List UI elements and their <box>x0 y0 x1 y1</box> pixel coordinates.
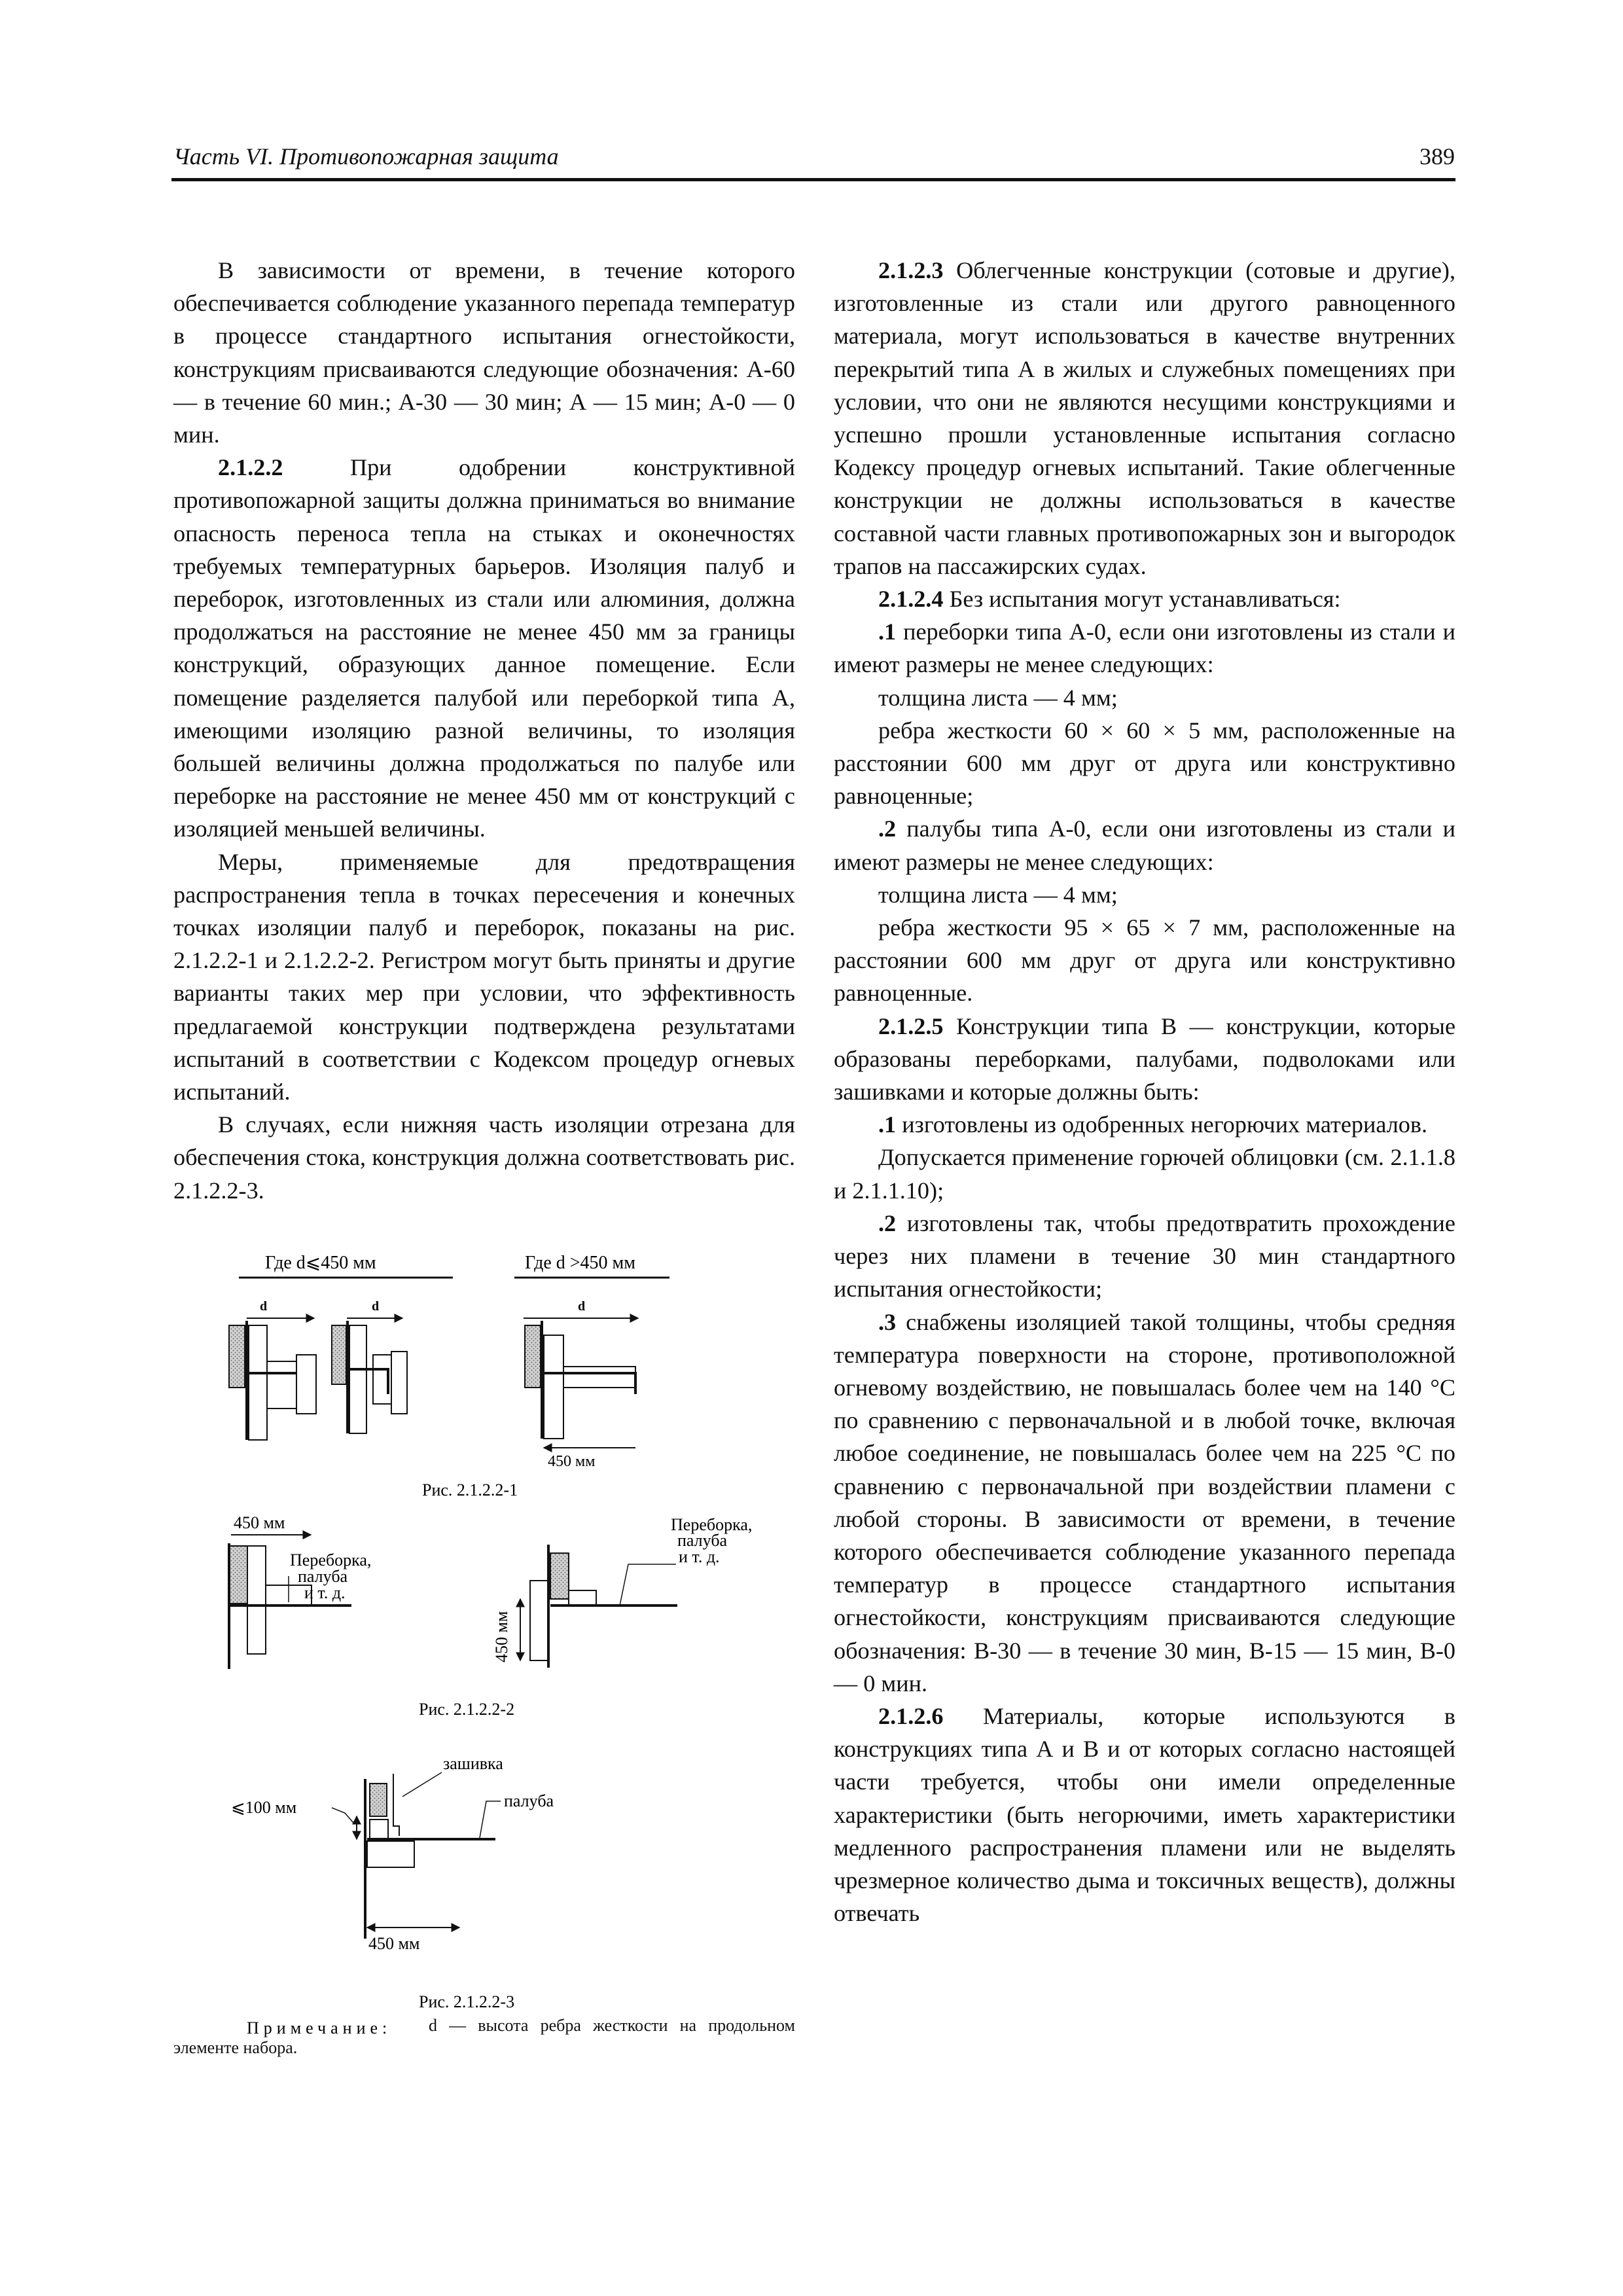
fig2-dim-vertical: 450 мм <box>492 1611 511 1662</box>
paragraph-a-class-ratings: В зависимости от времени, в течение которого обеспечивается соблюдение указанного перепада температур в процессе стандартного испытания огнестойкости, конструкциям присваиваются следующие обозначения: А-60 — в течение 60 мин.; А-30 — 30 мин; А — 15 мин; А-0 — 0 мин. <box>173 257 795 448</box>
b-item-3 <box>834 1306 1455 1700</box>
section-number: 2.1.2.2 <box>218 454 283 481</box>
section-number: 2.1.2.4 <box>878 586 944 613</box>
fig2-label-left-3: и т. д. <box>304 1583 346 1602</box>
b-item-1 <box>834 1108 1455 1141</box>
paragraph-text: Облегченные конструкции (сотовые и другие), изготовленные из стали или другого равноценного материала, могут использоваться в качестве внутренних перекрытий типа А в жилых и служебных помещениях при условии, что они не являются несущими конструкциями и успешно прошли установленные испытания согласно Кодексу процедур огневых испытаний. Такие облегченные конструкции не должны использоваться в качестве составной части главных противопожарных зон и выгородок трапов на пассажирских судах. <box>834 257 1455 579</box>
section-number: 2.1.2.5 <box>878 1013 944 1039</box>
running-header-title: Часть VI. Противопожарная защита <box>173 143 559 170</box>
list-item-1 <box>834 615 1455 681</box>
item-text: палубы типа А-0, если они изготовлены из стали и имеют размеры не менее следующих: <box>834 816 1456 875</box>
fig1-dim-450: 450 мм <box>548 1453 596 1470</box>
fig2-caption: Рис. 2.1.2.2-2 <box>419 1700 515 1719</box>
section-number: 2.1.2.3 <box>878 257 944 283</box>
item-number: .1 <box>878 619 897 645</box>
fig3-label-gap: ⩽100 мм <box>231 1798 297 1817</box>
fig2-label-right-3: и т. д. <box>679 1547 720 1566</box>
paragraph-2-1-2-5 <box>834 1010 1455 1109</box>
page-number: 389 <box>1419 143 1455 170</box>
fig3-label-lining: зашивка <box>443 1754 503 1773</box>
item-number: .2 <box>878 1210 897 1236</box>
list-item-1-a: толщина листа — 4 мм; <box>878 684 1118 711</box>
fig1-sketch-1 <box>229 1299 316 1440</box>
fig1-caption: Рис. 2.1.2.2-1 <box>422 1480 518 1499</box>
figure-2-1-2-2-3 <box>231 1754 554 2011</box>
list-item-2-b: ребра жесткости 95 × 65 × 7 мм, расположенные на расстоянии 600 мм друг от друга или конструктивно равноценные. <box>834 914 1455 1007</box>
fig1-sketch-3 <box>524 1299 638 1470</box>
fig2-label-right-2: палуба <box>677 1531 728 1550</box>
fig2-label-left-2: палуба <box>298 1567 348 1586</box>
d-label: d <box>372 1299 380 1314</box>
list-item-1-b: ребра жесткости 60 × 60 × 5 мм, расположенные на расстоянии 600 мм друг от друга или конструктивно равноценные; <box>834 717 1455 810</box>
left-column <box>173 254 795 1207</box>
figures-block <box>173 1244 795 2114</box>
note-text-box <box>173 2015 795 2087</box>
paragraph-drainage-cutoff: В случаях, если нижняя часть изоляции отрезана для обеспечения стока, конструкция должна соответствовать рис. 2.1.2.2-3. <box>173 1111 795 1204</box>
fig3-dim-bottom: 450 мм <box>368 1934 420 1953</box>
item-text: снабжены изоляцией такой толщины, чтобы средняя температура поверхности на стороне, противоположной огневому воздействию, не повышалась более чем на 140 °С по сравнению с первоначальной и в любой точке, включая любое соединение, не повышалась более чем на 225 °С по сравнению с первоначальной при воздействии пламени с любой стороны. В зависимости от времени, в течение которого обеспечивается соблюдение указанного перепада температур в процессе стандартного испытания огнестойкости, конструкциям присваиваются следующие обозначения: В-30 — в течение 30 мин, В-15 — 15 мин, В-0 — 0 мин. <box>834 1308 1455 1696</box>
paragraph-text: При одобрении конструктивной противопожарной защиты должна приниматься во внимание опасность переноса тепла на стыках и оконечностях требуемых температурных барьеров. Изоляция палуб и переборок, изготовленных из стали или алюминия, должна продолжаться на расстояние не менее 450 мм за границы конструкций, образующих данное помещение. Если помещение разделяется палубой или переборкой типа А, имеющими изоляцию разной величины, то изоляция большей величины должна продолжаться по палубе или переборке на расстояние не менее 450 мм от конструкций с изоляцией меньшей величины. <box>173 454 796 842</box>
list-item-2 <box>834 812 1455 878</box>
paragraph-heat-transfer-measures: Меры, применяемые для предотвращения распространения тепла в точках пересечения и конечных точках изоляции палуб и переборок, показаны на рис. 2.1.2.2-1 и 2.1.2.2-2. Регистром могут быть приняты и другие варианты таких мер при условии, что эффективность предлагаемой конструкции подтверждена результатами испытаний в соответствии с Кодексом процедур огневых испытаний. <box>173 848 795 1105</box>
d-label: d <box>578 1299 586 1314</box>
b-item-1-note: Допускается применение горючей облицовки (см. 2.1.1.8 и 2.1.1.10); <box>834 1144 1455 1204</box>
fig2-dim-top: 450 мм <box>234 1513 285 1532</box>
figure-2-1-2-2-2 <box>229 1513 752 1719</box>
paragraph-2-1-2-3 <box>834 254 1455 583</box>
item-number: .1 <box>878 1111 897 1138</box>
fig2-label-right-1: Переборка, <box>671 1515 753 1534</box>
fig3-label-deck: палуба <box>504 1791 554 1810</box>
fig1-sketch-2 <box>332 1299 407 1433</box>
item-text: изготовлены так, чтобы предотвратить прохождение через них пламени в течение 30 мин стандартного испытания огнестойкости; <box>834 1210 1455 1302</box>
paragraph-2-1-2-6 <box>834 1700 1455 1929</box>
item-number: .2 <box>878 816 897 842</box>
insulation-figures <box>173 1244 795 2114</box>
paragraph-2-1-2-2 <box>173 451 795 845</box>
item-number: .3 <box>878 1308 897 1335</box>
fig1-heading-right: Где d >450 мм <box>525 1253 635 1273</box>
note-text: d — высота ребра жесткости на продольном элементе набора. <box>173 2016 795 2057</box>
paragraph-2-1-2-4 <box>834 583 1455 615</box>
fig3-caption: Рис. 2.1.2.2-3 <box>419 1992 515 2011</box>
figure-2-1-2-2-1 <box>229 1253 669 1499</box>
fig2-label-left-1: Переборка, <box>290 1551 372 1570</box>
paragraph-text: Без испытания могут устанавливаться: <box>949 586 1341 613</box>
right-column <box>834 254 1455 1929</box>
section-number: 2.1.2.6 <box>878 1702 944 1729</box>
d-label: d <box>260 1299 268 1314</box>
item-text: изготовлены из одобренных негорючих материалов. <box>902 1111 1428 1138</box>
item-text: переборки типа А-0, если они изготовлены из стали и имеют размеры не менее следующих: <box>834 619 1456 678</box>
fig1-heading-left: Где d⩽450 мм <box>265 1253 376 1273</box>
header-rule <box>171 178 1455 181</box>
list-item-2-a: толщина листа — 4 мм; <box>878 881 1118 908</box>
b-item-2 <box>834 1207 1455 1306</box>
paragraph-text: Материалы, которые используются в конструкциях типа А и В и от которых согласно настоящей части требуется, чтобы они имели определенные характеристики (быть негорючими, иметь характеристики медленного распространения пламени или не выделять чрезмерное количество дыма и токсичных веществ), должны отвечать <box>834 1702 1456 1927</box>
paragraph-text: Конструкции типа В — конструкции, которые образованы переборками, палубами, подволоками или зашивками и которые должны быть: <box>834 1013 1456 1105</box>
fig2-right-sketch <box>492 1515 752 1668</box>
fig2-left-sketch <box>229 1513 371 1669</box>
note-label: Примечание: <box>247 2018 392 2037</box>
